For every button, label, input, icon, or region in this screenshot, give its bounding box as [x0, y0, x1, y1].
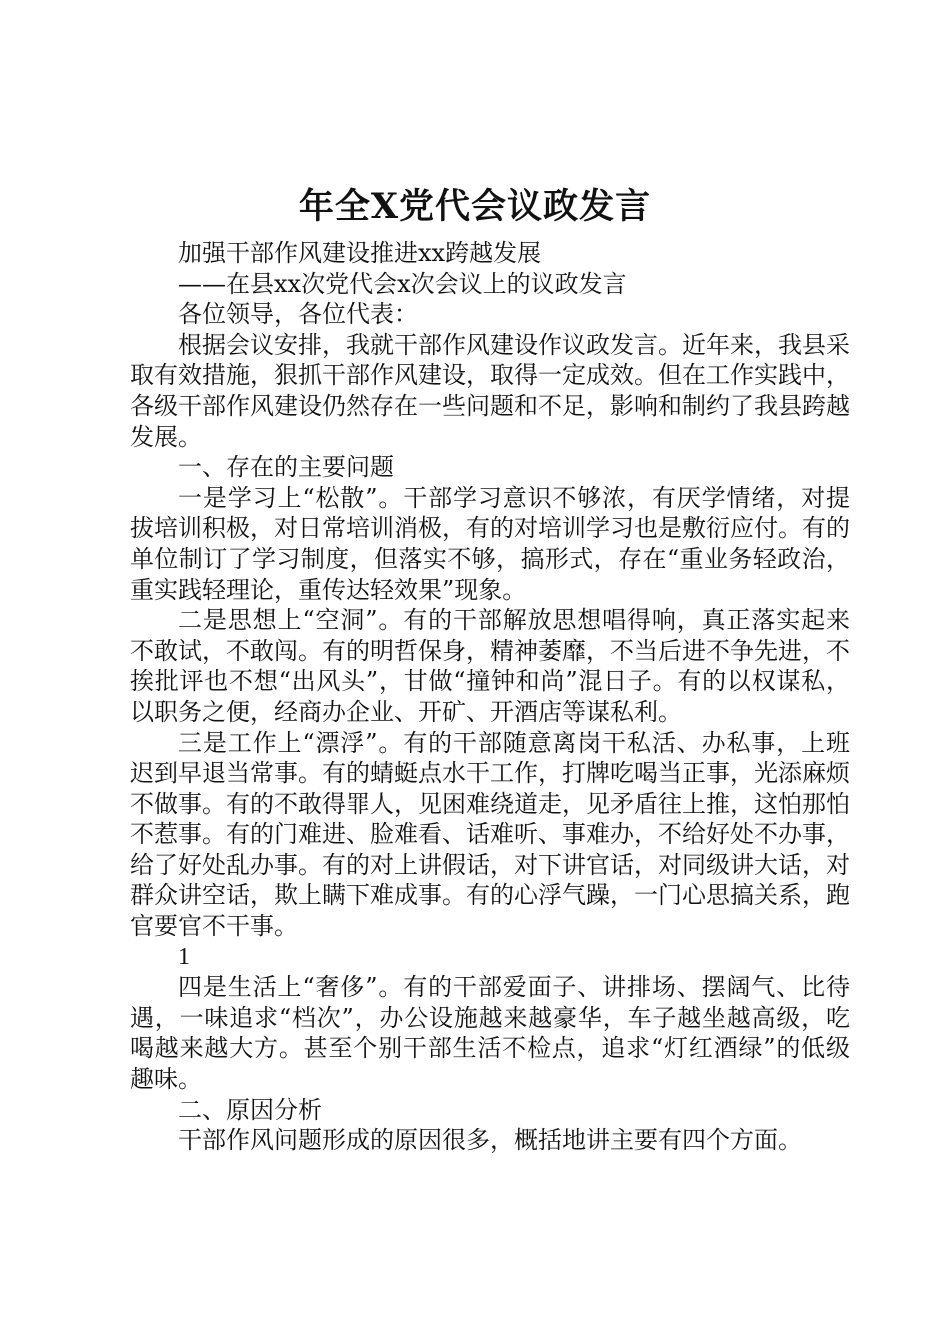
page-number: 1 — [178, 943, 190, 970]
body-paragraph: 根据会议安排，我就干部作风建设作议政发言。近年来，我县采取有效措施，狠抓干部作风建设，取得一定成效。但在工作实践中，各级干部作风建设仍然存在一些问题和不足，影响和制约了我县跨越发展。 — [130, 330, 850, 451]
body-paragraph: 三是工作上“漂浮”。有的干部随意离岗干私活、办私事，上班迟到早退当常事。有的蜻蜓点水干工作，打牌吃喝当正事，光添麻烦不做事。有的不敢得罪人，见困难绕道走，见矛盾往上推，这怕那怕不惹事。有的门难进、脸难看、话难听、事难办，不给好处不办事，给了好处乱办事。有的对上讲假话，对下讲官话，对同级讲大话，对群众讲空话，欺上瞒下难成事。有的心浮气躁，一门心思搞关系，跑官要官不干事。 — [130, 728, 850, 941]
document-title: 年全X党代会议政发言 — [298, 186, 652, 227]
speech-byline: ——在县xx次党代会x次会议上的议政发言 — [178, 269, 627, 298]
body-paragraph: 干部作风问题形成的原因很多，概括地讲主要有四个方面。 — [178, 1126, 802, 1155]
body-paragraph: 二是思想上“空洞”。有的干部解放思想唱得响，真正落实起来不敢试，不敢闯。有的明哲保身，精神萎靡，不当后进不争先进，不挨批评也不想“出风头”，甘做“撞钟和尚”混日子。有的以权谋私，以职务之便，经商办企业、开矿、开酒店等谋私利。 — [130, 606, 850, 726]
document-body — [130, 238, 850, 1156]
body-paragraph: 一是学习上“松散”。干部学习意识不够浓，有厌学情绪，对提拔培训积极，对日常培训消极，有的对培训学习也是敷衍应付。有的单位制订了学习制度，但落实不够，搞形式，存在“重业务轻政治，重实践轻理论，重传达轻效果”现象。 — [130, 483, 850, 604]
section-heading: 一、存在的主要问题 — [178, 453, 394, 482]
greeting: 各位领导，各位代表： — [178, 300, 418, 329]
body-paragraph: 四是生活上“奢侈”。有的干部爱面子、讲排场、摆阔气、比待遇，一味追求“档次”，办公设施越来越豪华，车子越坐越高级，吃喝越来越大方。甚至个别干部生活不检点，追求“灯红酒绿”的低级趣味。 — [130, 973, 850, 1094]
section-heading: 二、原因分析 — [178, 1095, 322, 1124]
speech-subtitle: 加强干部作风建设推进xx跨越发展 — [178, 239, 542, 267]
